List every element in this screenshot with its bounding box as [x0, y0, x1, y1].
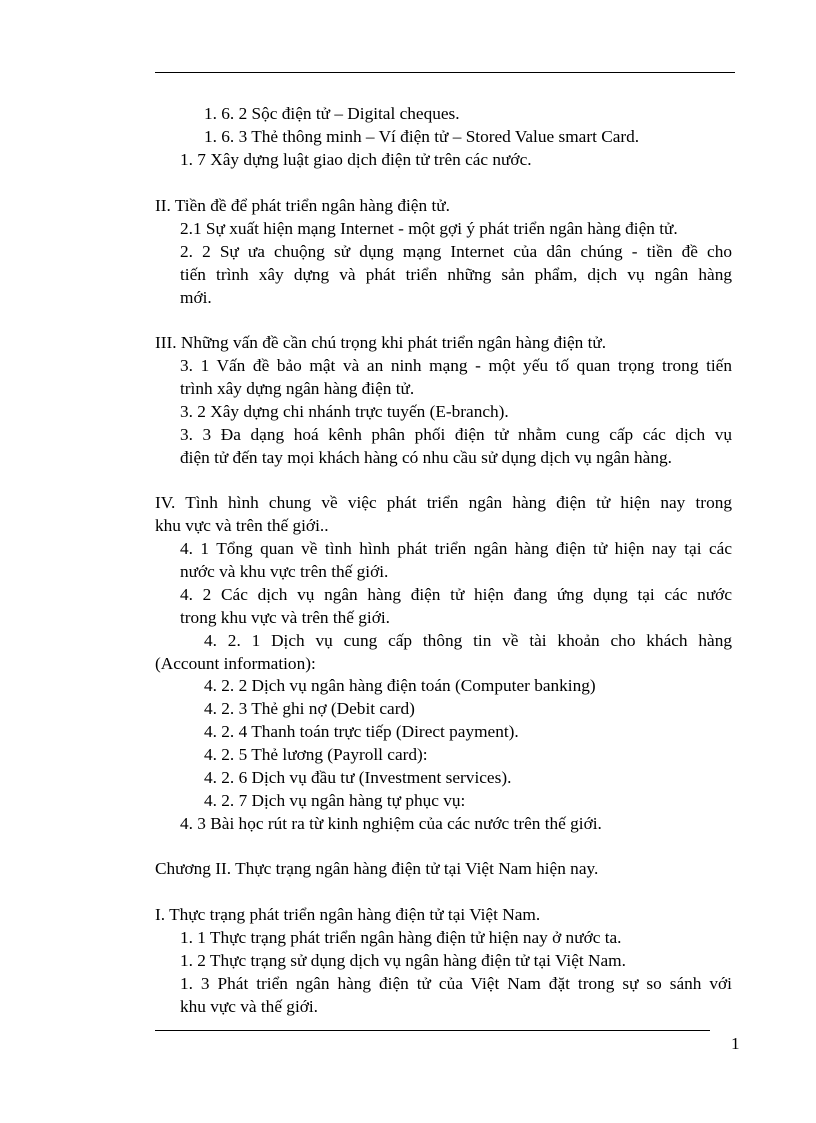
toc-entry-continued: nước và khu vực trên thế giới. — [180, 562, 389, 581]
page-number: 1 — [731, 1034, 740, 1053]
toc-entry: 1. 1 Thực trạng phát triển ngân hàng điện tử hiện nay ở nước ta. — [180, 928, 622, 947]
toc-entry: 3. 2 Xây dựng chi nhánh trực tuyến (E-branch). — [180, 402, 509, 421]
toc-entry-continued: tiến trình xây dựng và phát triển những sản phẩm, dịch vụ ngân hàng — [180, 265, 732, 284]
toc-entry: 4. 2. 7 Dịch vụ ngân hàng tự phục vụ: — [204, 791, 466, 810]
toc-heading-continued: khu vực và trên thế giới.. — [155, 516, 329, 535]
toc-entry: 4. 1 Tổng quan về tình hình phát triển ngân hàng điện tử hiện nay tại các — [180, 539, 732, 558]
toc-entry: 2. 2 Sự ưa chuộng sử dụng mạng Internet của dân chúng - tiền đề cho — [180, 242, 732, 261]
toc-entry: 3. 1 Vấn đề bảo mật và an ninh mạng - một yếu tố quan trọng trong tiến — [180, 356, 732, 375]
toc-entry-continued: mới. — [180, 288, 212, 307]
toc-entry: 1. 2 Thực trạng sử dụng dịch vụ ngân hàng điện tử tại Việt Nam. — [180, 951, 626, 970]
toc-entry: 1. 6. 2 Sộc điện tử – Digital cheques. — [204, 104, 460, 123]
toc-entry: 1. 7 Xây dựng luật giao dịch điện tử trên các nước. — [180, 150, 532, 169]
footer-rule — [155, 1030, 710, 1031]
toc-heading: I. Thực trạng phát triển ngân hàng điện tử tại Việt Nam. — [155, 905, 541, 924]
toc-entry-continued: điện tử đến tay mọi khách hàng có nhu cầu sử dụng dịch vụ ngân hàng. — [180, 448, 672, 467]
toc-entry-continued: (Account information): — [155, 654, 316, 673]
toc-entry: 4. 2. 2 Dịch vụ ngân hàng điện toán (Computer banking) — [204, 676, 596, 695]
toc-entry: 3. 3 Đa dạng hoá kênh phân phối điện tử nhằm cung cấp các dịch vụ — [180, 425, 732, 444]
toc-entry: 4. 2 Các dịch vụ ngân hàng điện tử hiện đang ứng dụng tại các nước — [180, 585, 732, 604]
toc-entry: 1. 6. 3 Thẻ thông minh – Ví điện tử – Stored Value smart Card. — [204, 127, 640, 146]
toc-entry: 4. 2. 6 Dịch vụ đầu tư (Investment services). — [204, 768, 512, 787]
toc-entry: 2.1 Sự xuất hiện mạng Internet - một gợi ý phát triển ngân hàng điện tử. — [180, 219, 678, 238]
chapter-heading: Chương II. Thực trạng ngân hàng điện tử tại Việt Nam hiện nay. — [155, 859, 599, 878]
toc-entry: 1. 3 Phát triển ngân hàng điện tử của Việt Nam đặt trong sự so sánh với — [180, 974, 732, 993]
toc-entry: 4. 3 Bài học rút ra từ kinh nghiệm của các nước trên thế giới. — [180, 814, 602, 833]
toc-entry-continued: trong khu vực và trên thế giới. — [180, 608, 390, 627]
toc-entry: 4. 2. 3 Thẻ ghi nợ (Debit card) — [204, 699, 415, 718]
toc-entry-continued: trình xây dựng ngân hàng điện tử. — [180, 379, 415, 398]
toc-heading: IV. Tình hình chung về việc phát triển ngân hàng điện tử hiện nay trong — [155, 493, 732, 512]
toc-heading: II. Tiền đề để phát triển ngân hàng điện tử. — [155, 196, 450, 215]
toc-entry: 4. 2. 1 Dịch vụ cung cấp thông tin về tài khoản cho khách hàng — [204, 631, 732, 650]
toc-entry: 4. 2. 4 Thanh toán trực tiếp (Direct payment). — [204, 722, 519, 741]
header-rule — [155, 72, 735, 73]
toc-heading: III. Những vấn đề cần chú trọng khi phát triển ngân hàng điện tử. — [155, 333, 607, 352]
toc-entry: 4. 2. 5 Thẻ lương (Payroll card): — [204, 745, 428, 764]
toc-entry-continued: khu vực và thế giới. — [180, 997, 319, 1016]
